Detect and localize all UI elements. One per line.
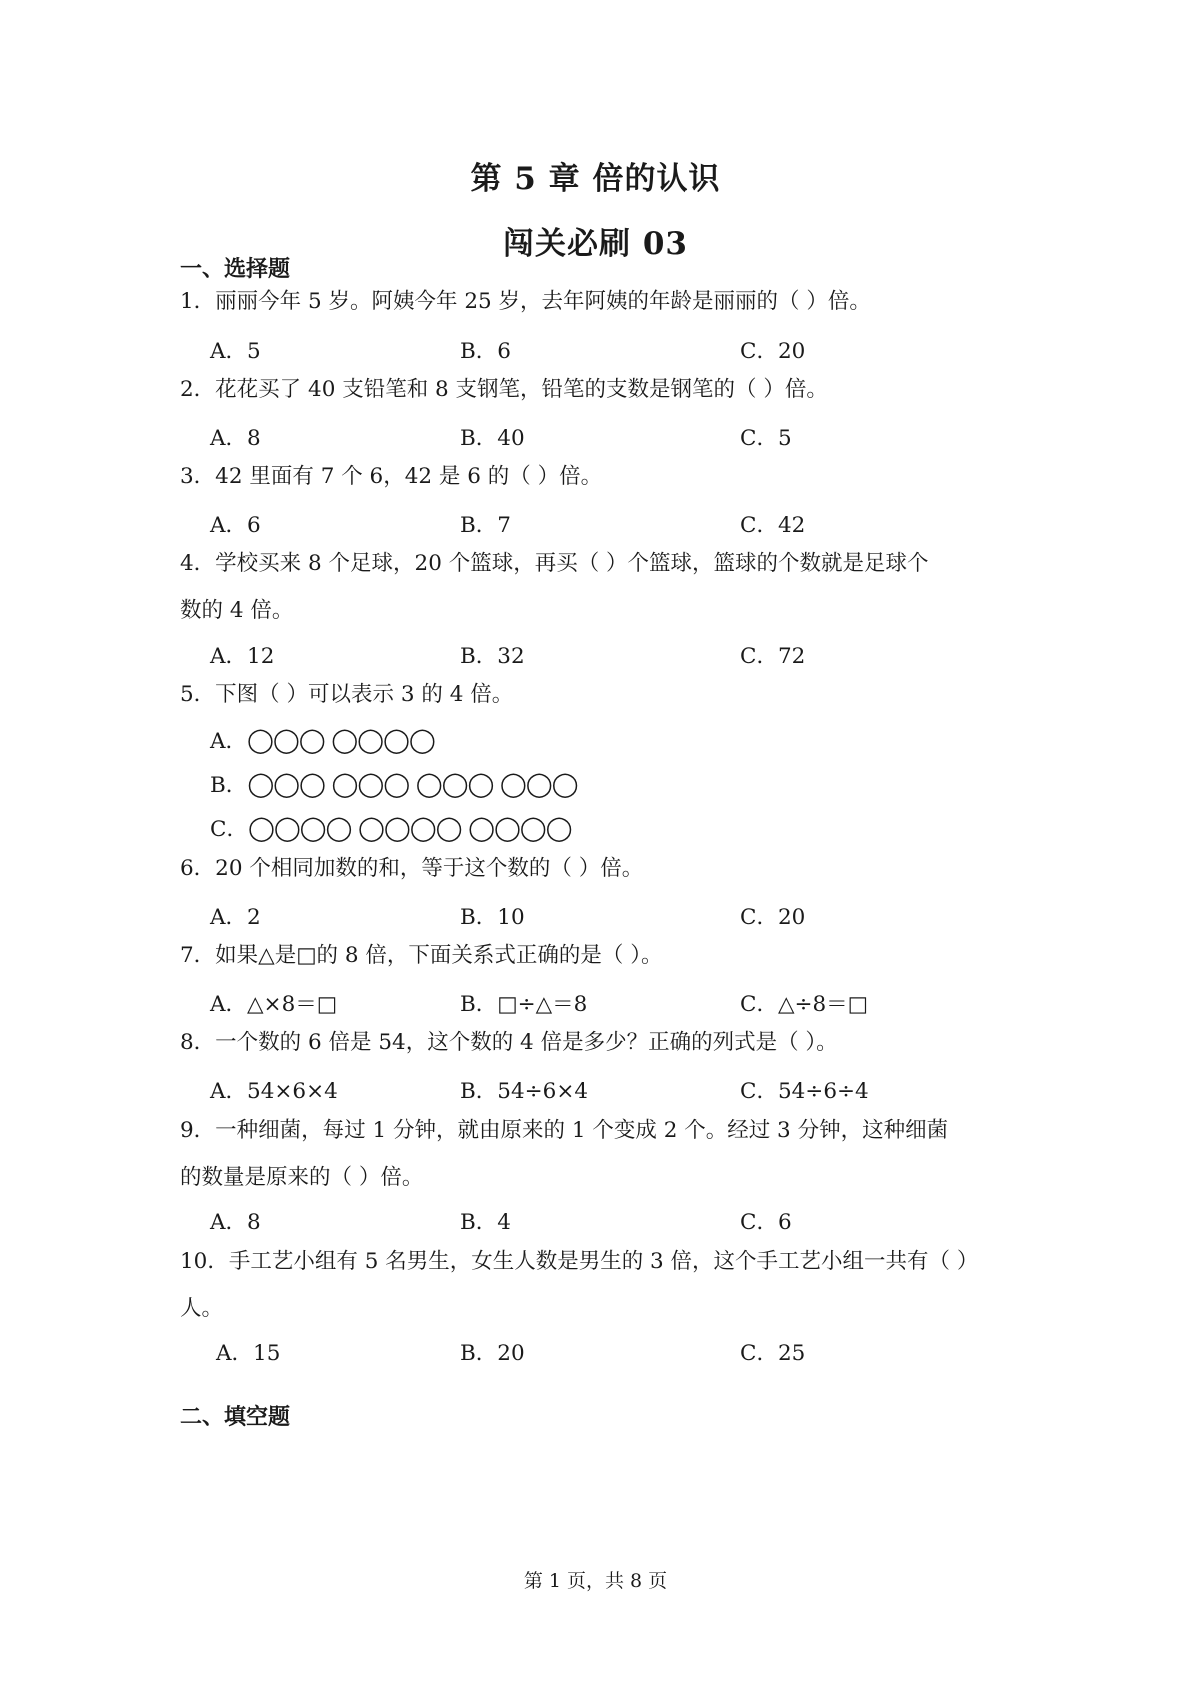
option-a: A．△×8＝□ [210,992,338,1017]
page-footer: 第 1 页，共 8 页 [523,1570,668,1592]
circles-group: ◯◯◯ ◯◯◯ ◯◯◯ ◯◯◯ [247,770,578,798]
question-10-options [216,1336,1016,1366]
option-a: A．5 [210,339,261,364]
question-10 [180,1238,1025,1332]
question-4-options [210,639,1010,669]
option-c: C．5 [740,426,792,451]
option-c: C．54÷6÷4 [740,1079,869,1104]
question-9-options [210,1205,1010,1235]
question-2-options [210,421,1010,451]
question-9 [180,1107,1025,1201]
question-text: 8．一个数的 6 倍是 54，这个数的 4 倍是多少？正确的列式是（ ）。 [180,1030,838,1055]
option-a: A．2 [210,905,261,930]
question-5-option-b [210,768,578,799]
option-c: C．20 [740,905,806,930]
option-a: A．6 [210,513,261,538]
question-text-line-2: 人。 [180,1296,224,1321]
option-label: A． [210,729,248,754]
question-2 [180,366,1025,413]
question-6 [180,845,1025,892]
question-8 [180,1019,1025,1066]
question-text-line-1: 9．一种细菌，每过 1 分钟，就由原来的 1 个变成 2 个。经过 3 分钟，这种细菌 [180,1118,949,1143]
circles-group: ◯◯◯◯ ◯◯◯◯ ◯◯◯◯ [247,814,572,842]
question-6-options [210,900,1010,930]
question-3 [180,453,1025,500]
option-c: C．25 [740,1341,806,1366]
option-b: B．54÷6×4 [460,1079,589,1104]
question-text: 6．20 个相同加数的和，等于这个数的（ ）倍。 [180,856,644,881]
question-5-option-c [210,812,572,843]
chapter-title: 第 5 章 倍的认识 [470,161,721,197]
option-c: C．42 [740,513,806,538]
option-b: B．10 [460,905,525,930]
question-1-options [210,334,1010,364]
question-text: 1．丽丽今年 5 岁。阿姨今年 25 岁，去年阿姨的年龄是丽丽的（ ）倍。 [180,289,871,314]
question-4 [180,540,1025,634]
question-text: 2．花花买了 40 支铅笔和 8 支钢笔，铅笔的支数是钢笔的（ ）倍。 [180,377,828,402]
option-b: B．□÷△＝8 [460,992,588,1017]
option-c: C．20 [740,339,806,364]
question-text-line-2: 数的 4 倍。 [180,598,294,623]
option-a: A．8 [210,1210,261,1235]
option-b: B．32 [460,644,525,669]
question-7-options [210,987,1010,1017]
question-5 [180,671,1025,718]
question-text: 3．42 里面有 7 个 6，42 是 6 的（ ）倍。 [180,464,603,489]
option-c: C．△÷8＝□ [740,992,868,1017]
question-text: 7．如果△是□的 8 倍，下面关系式正确的是（ ）。 [180,943,663,968]
question-text-line-1: 4．学校买来 8 个足球，20 个篮球，再买（ ）个篮球，篮球的个数就是足球个 [180,551,929,576]
question-8-options [210,1074,1010,1104]
section-heading-choice: 一、选择题 [180,256,291,282]
option-a: A．15 [216,1341,281,1366]
option-b: B．20 [460,1341,525,1366]
question-text-line-2: 的数量是原来的（ ）倍。 [180,1165,424,1190]
option-a: A．12 [210,644,275,669]
option-c: C．6 [740,1210,792,1235]
question-7 [180,932,1025,979]
option-b: B．7 [460,513,511,538]
option-b: B．40 [460,426,525,451]
question-3-options [210,508,1010,538]
option-b: B．4 [460,1210,511,1235]
circles-group: ◯◯◯ ◯◯◯◯ [247,726,435,754]
option-a: A．8 [210,426,261,451]
question-text: 5．下图（ ）可以表示 3 的 4 倍。 [180,682,514,707]
question-1 [180,278,1025,325]
option-a: A．54×6×4 [210,1079,338,1104]
option-c: C．72 [740,644,806,669]
question-5-option-a [210,724,435,755]
option-label: B． [210,773,248,798]
option-b: B．6 [460,339,511,364]
option-label: C． [210,817,248,842]
section-heading-fill: 二、填空题 [180,1404,291,1430]
exercise-subtitle: 闯关必刷 03 [503,226,688,262]
question-text-line-1: 10．手工艺小组有 5 名男生，女生人数是男生的 3 倍，这个手工艺小组一共有（ ） [180,1249,979,1274]
